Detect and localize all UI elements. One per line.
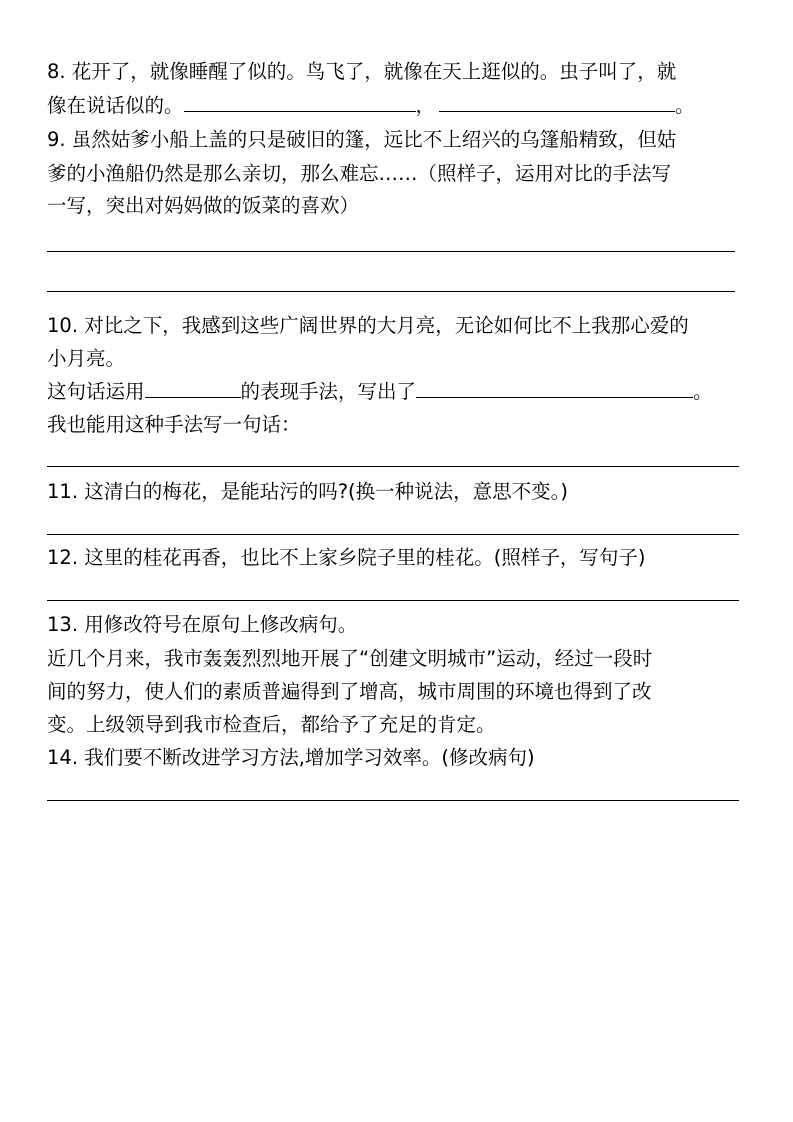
q13-line4: 变。上级领导到我市检查后，都给予了充足的肯定。	[47, 713, 496, 736]
q13-line3: 间的努力，使人们的素质普遍得到了增高，城市周围的环境也得到了改	[47, 680, 652, 703]
q10-line4: 我也能用这种手法写一句话：	[47, 413, 301, 436]
q10-content-blank[interactable]	[416, 377, 693, 398]
q9-line2: 爹的小渔船仍然是那么亲切，那么难忘……（照样子，运用对比的手法写	[47, 162, 672, 185]
q11-text: 11. 这清白的梅花，是能玷污的吗?(换一种说法，意思不变。)	[47, 480, 569, 503]
q9-answer-line-1[interactable]	[47, 251, 735, 252]
q10-line3-b: 的表现手法，写出了	[240, 380, 417, 403]
q13-line2: 近几个月来，我市轰轰烈烈地开展了“创建文明城市”运动，经过一段时	[47, 647, 653, 670]
q8-prefix: 像在说话似的。	[47, 94, 184, 117]
q10-line2: 小月亮。	[47, 347, 126, 370]
q12-answer-line[interactable]	[47, 600, 739, 601]
q10-technique-blank[interactable]	[145, 377, 241, 398]
q10-line1: 10. 对比之下，我感到这些广阔世界的大月亮，无论如何比不上我那心爱的	[47, 314, 689, 337]
q10-answer-line[interactable]	[47, 466, 739, 467]
q9-line3: 一写，突出对妈妈做的饭菜的喜欢）	[47, 194, 360, 217]
q8-answer-blank-2[interactable]	[439, 91, 675, 112]
q14-text: 14. 我们要不断改进学习方法,增加学习效率。(修改病句)	[47, 746, 535, 769]
q10-line3	[47, 376, 713, 408]
q8-answer-blank-1[interactable]	[184, 91, 416, 112]
q11-answer-line[interactable]	[47, 534, 739, 535]
q13-line1: 13. 用修改符号在原句上修改病句。	[47, 613, 358, 636]
q10-line3-c: 。	[693, 380, 713, 403]
q12-text: 12. 这里的桂花再香，也比不上家乡院子里的桂花。(照样子，写句子)	[47, 546, 646, 569]
q8-sep: ，	[415, 94, 436, 117]
q9-line1: 9. 虽然姑爹小船上盖的只是破旧的篷，远比不上绍兴的乌篷船精致，但姑	[47, 128, 677, 151]
q8-end: 。	[675, 94, 695, 117]
q10-line3-a: 这句话运用	[47, 380, 145, 403]
q8-line2	[47, 90, 695, 122]
q8-line1: 8. 花开了，就像睡醒了似的。鸟飞了，就像在天上逛似的。虫子叫了，就	[47, 60, 677, 83]
q9-answer-line-2[interactable]	[47, 291, 735, 292]
q14-answer-line[interactable]	[47, 800, 739, 801]
